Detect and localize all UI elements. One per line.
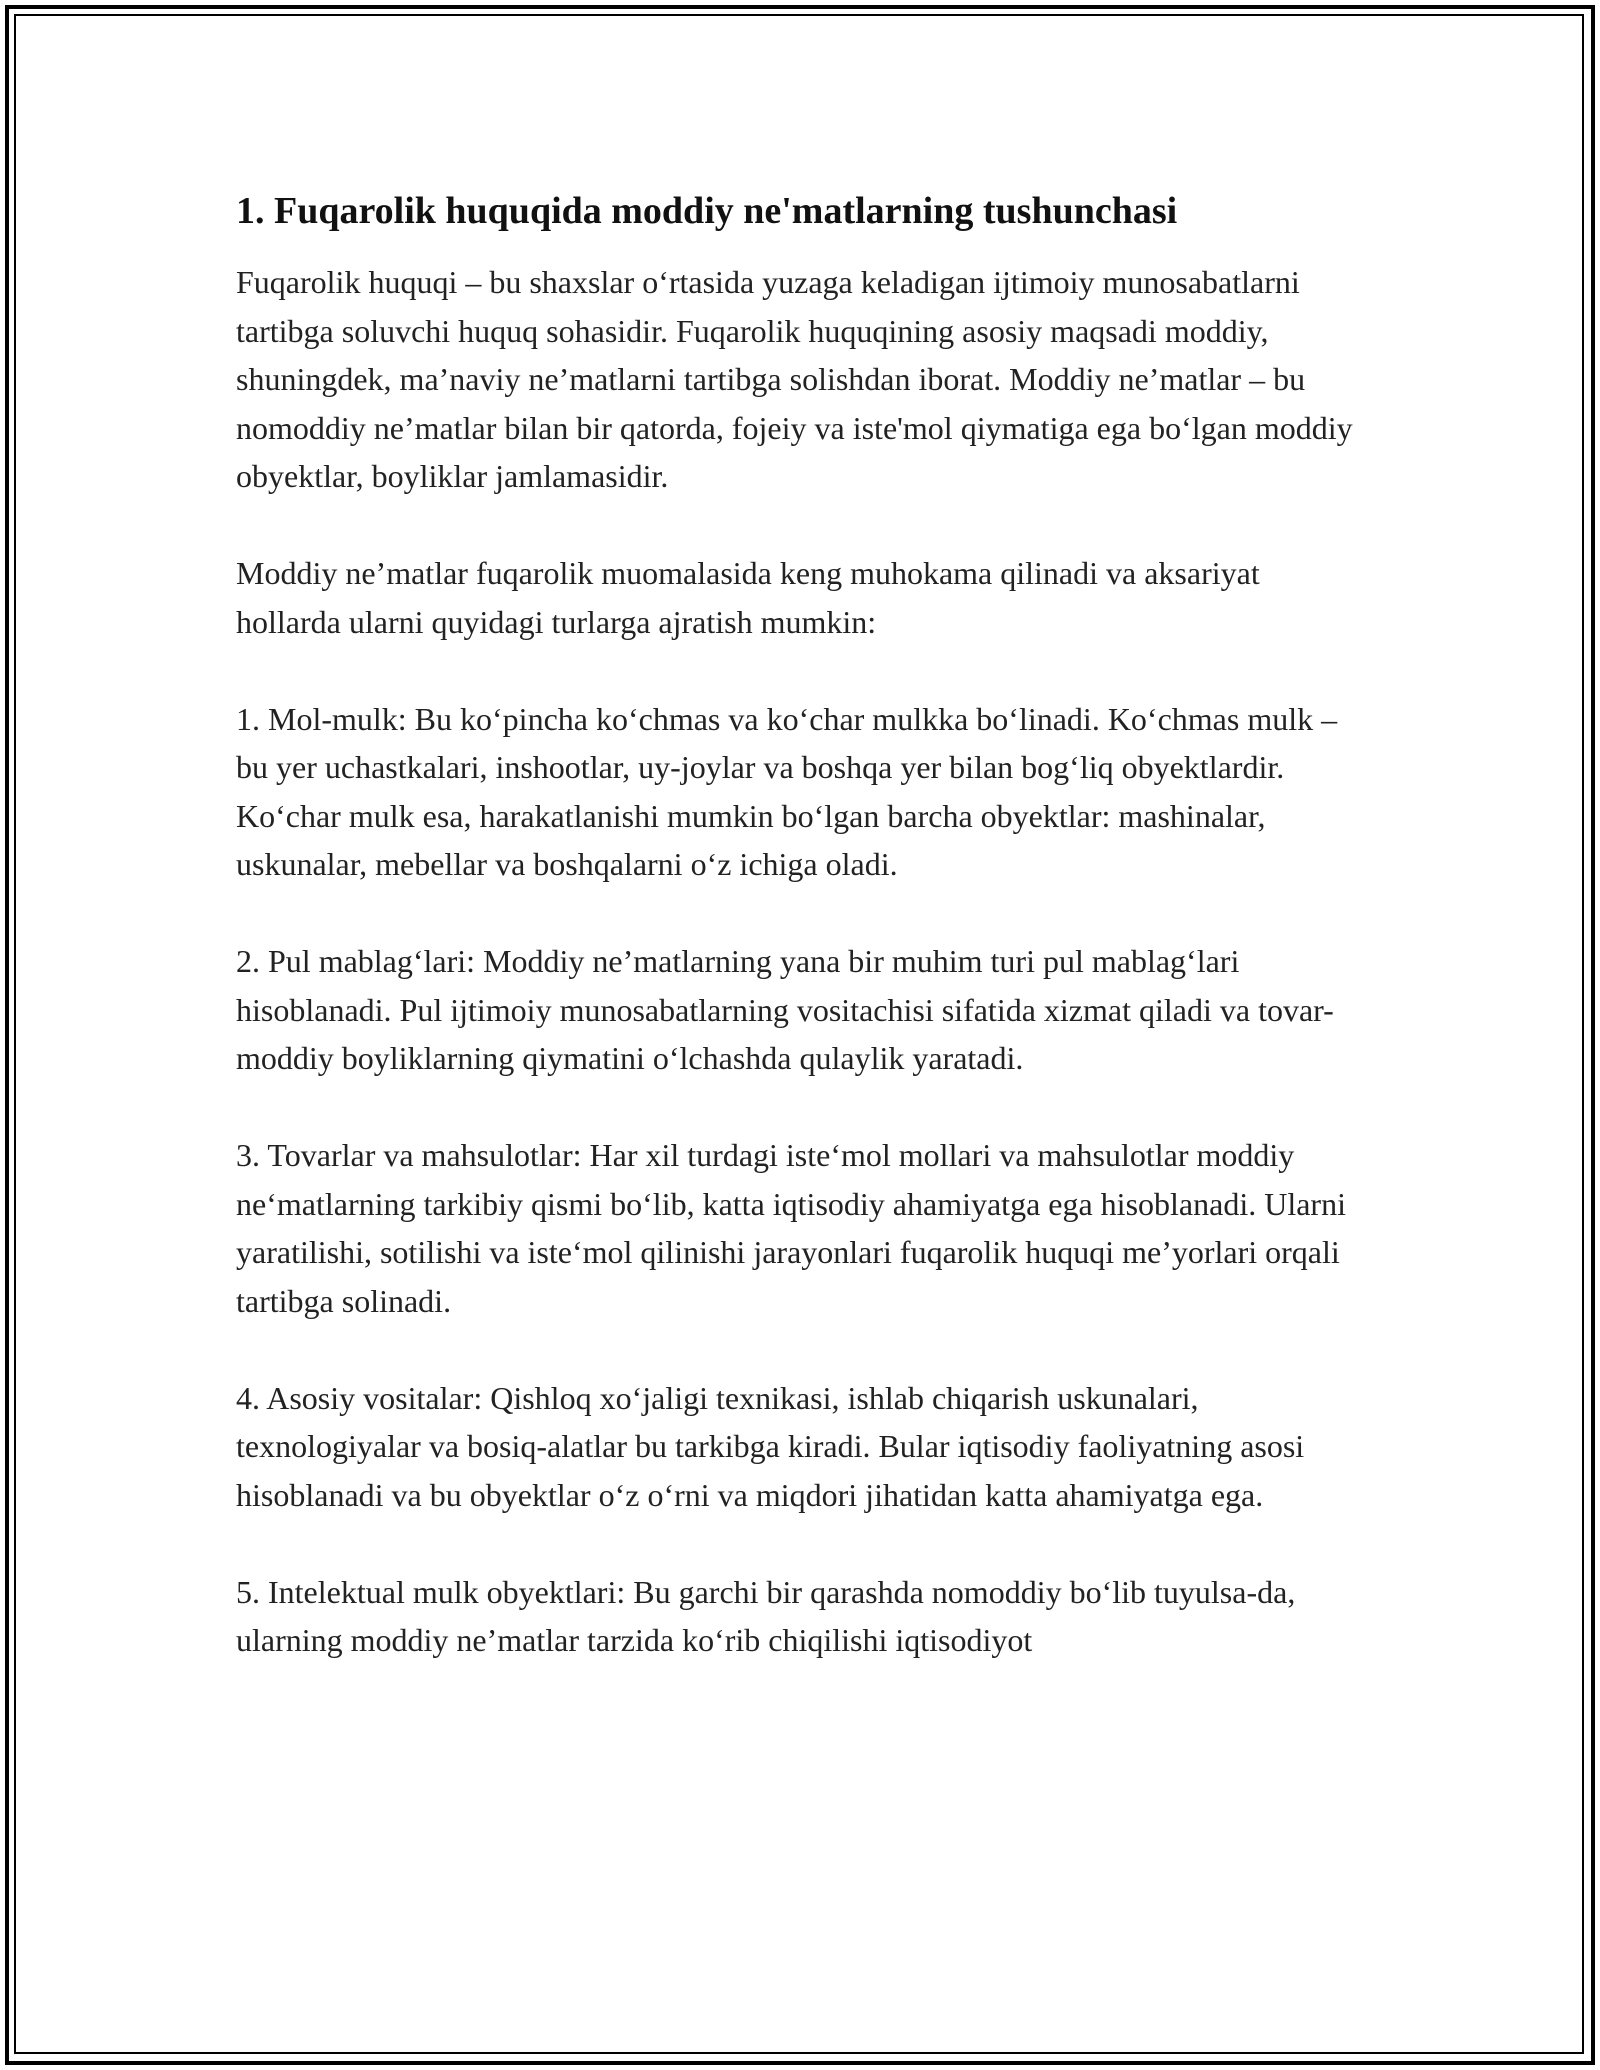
paragraph-item-fixed-assets: 4. Asosiy vositalar: Qishloq xo‘jaligi texnikasi, ishlab chiqarish uskunalari, texnologiyalar va bosiq-alatlar bu tarkibga kiradi. Bular iqtisodiy faoliyatning asosi hisoblanadi va bu obyektlar o‘z o‘rni va miqdori jihatidan katta ahamiyatga ega. [236,1379,1305,1513]
paragraph-item-money: 2. Pul mablag‘lari: Moddiy ne’matlarning yana bir muhim turi pul mablag‘lari hisoblanadi. Pul ijtimoiy munosabatlarning vositachisi sifatida xizmat qiladi va tovar-moddiy boyliklarning qiymatini o‘lchashda qulaylik yaratadi. [236,943,1334,1076]
paragraph-item-property: 1. Mol-mulk: Bu ko‘pincha ko‘chmas va ko‘char mulkka bo‘linadi. Ko‘chmas mulk – bu yer uchastkalari, inshootlar, uy-joylar va boshqa yer bilan bog‘liq obyektlardir. Ko‘char mulk esa, harakatlanishi mumkin bo‘lgan barcha obyektlar: mashinalar, uskunalar, mebellar va boshqalarni o‘z ichiga oladi. [236,700,1338,882]
paragraph-intro: Fuqarolik huquqi – bu shaxslar o‘rtasida yuzaga keladigan ijtimoiy munosabatlarni tartibga soluvchi huquq sohasidir. Fuqarolik huquqining asosiy maqsadi moddiy, shuningdek, ma’naviy ne’matlarni tartibga solishdan iborat. Moddiy ne’matlar – bu nomoddiy ne’matlar bilan bir qatorda, fojeiy va iste'mol qiymatiga ega bo‘lgan moddiy obyektlar, boyliklar jamlamasidir. [236,264,1353,494]
paragraph-types-intro: Moddiy ne’matlar fuqarolik muomalasida keng muhokama qilinadi va aksariyat hollarda ularni quyidagi turlarga ajratish mumkin: [236,555,1260,640]
paragraph-item-goods: 3. Tovarlar va mahsulotlar: Har xil turdagi iste‘mol mollari va mahsulotlar moddiy ne‘matlarning tarkibiy qismi bo‘lib, katta iqtisodiy ahamiyatga ega hisoblanadi. Ularni yaratilishi, sotilishi va iste‘mol qilinishi jarayonlari fuqarolik huquqi me’yorlari orqali tartibga solinadi. [236,1137,1346,1319]
section-heading: 1. Fuqarolik huquqida moddiy ne'matlarning tushunchasi [236,190,1178,232]
document-body [236,186,1364,1665]
paragraph-item-intellectual-property: 5. Intelektual mulk obyektlari: Bu garchi bir qarashda nomoddiy bo‘lib tuyulsa-da, ularning moddiy ne’matlar tarzida ko‘rib chiqilishi iqtisodiyot [236,1573,1296,1658]
